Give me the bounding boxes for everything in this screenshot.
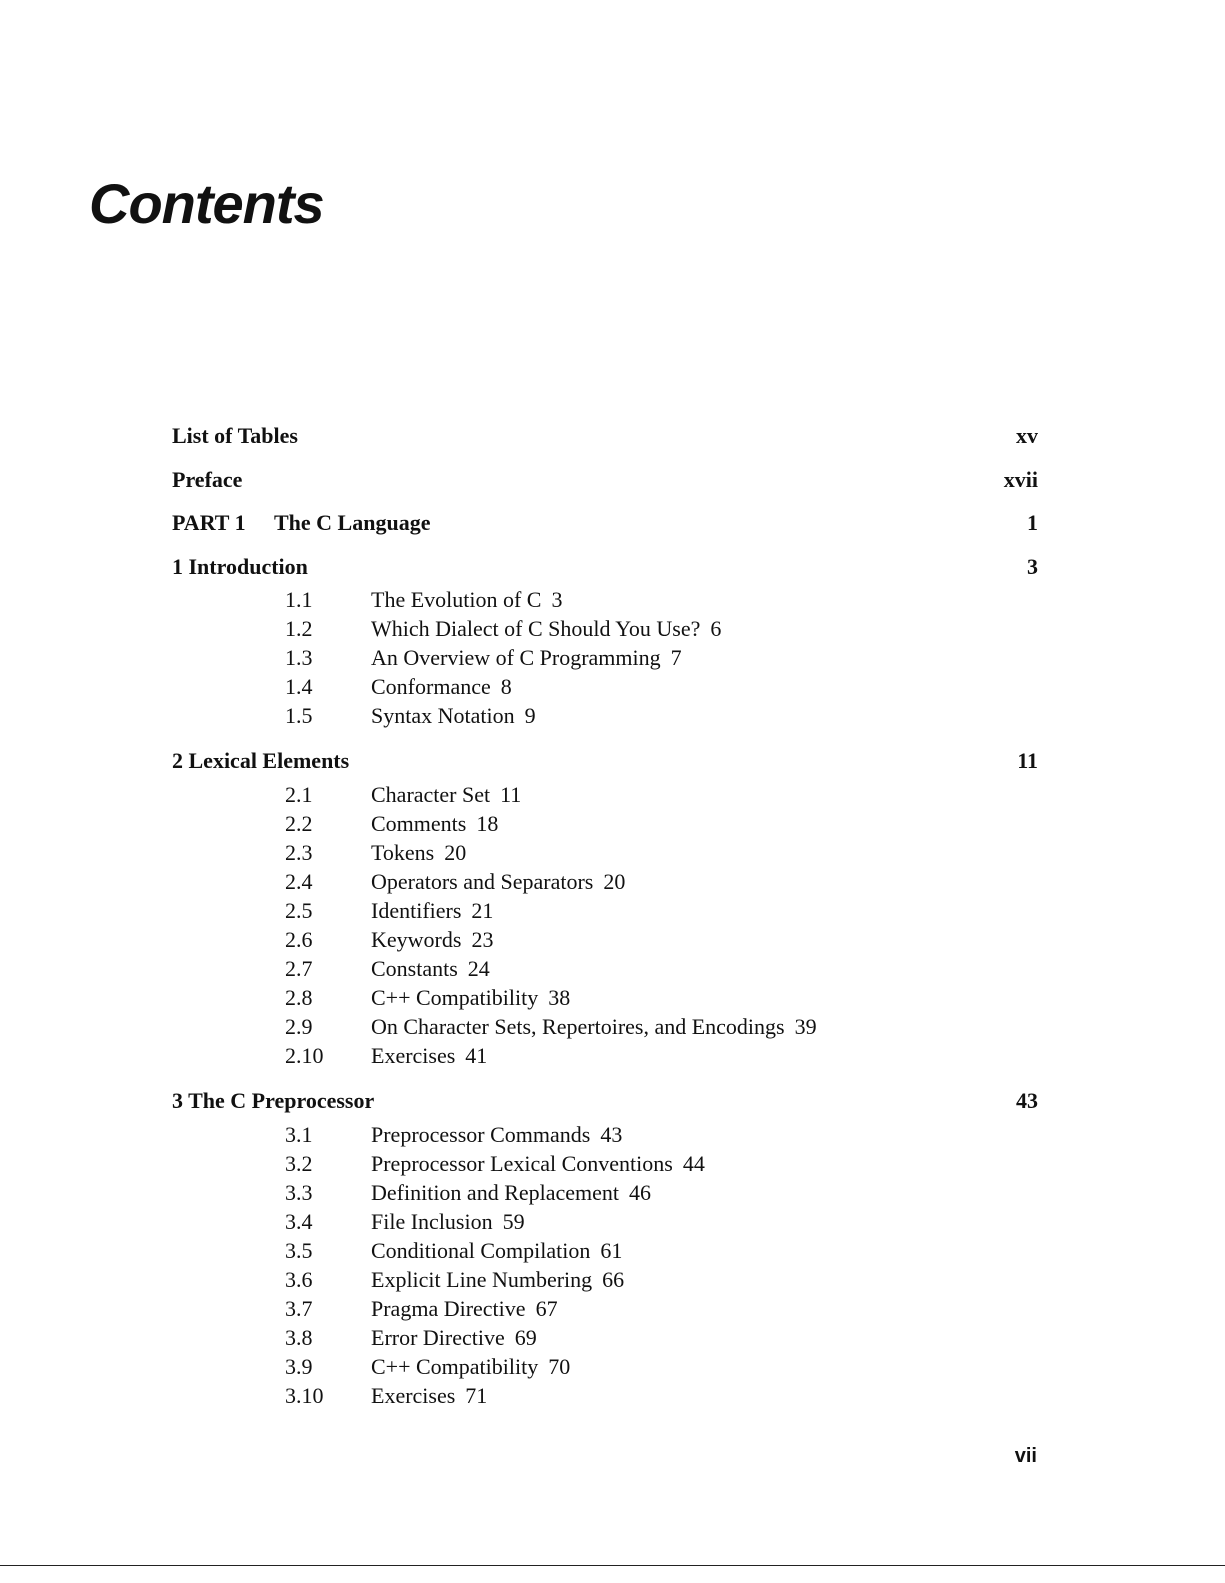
section-title: Comments: [371, 811, 467, 836]
toc-section[interactable]: [285, 702, 536, 730]
toc-chapter-1[interactable]: [172, 553, 1038, 581]
toc-section[interactable]: [285, 673, 512, 701]
section-page: 8: [500, 674, 512, 699]
section-page: 7: [670, 645, 682, 670]
section-title: File Inclusion: [371, 1209, 493, 1234]
section-page: 20: [603, 869, 626, 894]
section-number: 3.8: [285, 1325, 313, 1350]
toc-section[interactable]: [285, 1266, 624, 1294]
toc-entry-page: xv: [1016, 423, 1038, 448]
section-number: 2.8: [285, 985, 313, 1010]
toc-section[interactable]: [285, 615, 721, 643]
toc-section[interactable]: [285, 781, 521, 809]
page-title: Contents: [89, 172, 324, 235]
toc-entry-label: Preface: [172, 467, 243, 492]
toc-entry-preface[interactable]: [172, 466, 1038, 494]
toc-entry-list-of-tables[interactable]: [172, 422, 1038, 450]
toc-entry-part-1[interactable]: [172, 509, 1038, 537]
toc-section[interactable]: [285, 1121, 622, 1149]
section-page: 66: [602, 1267, 625, 1292]
section-page: 67: [535, 1296, 558, 1321]
toc-entry-label: List of Tables: [172, 423, 298, 448]
section-title: Conformance: [371, 674, 491, 699]
section-page: 44: [682, 1151, 705, 1176]
toc-section[interactable]: [285, 644, 682, 672]
section-page: 20: [444, 840, 467, 865]
section-title: Exercises: [371, 1043, 456, 1068]
section-page: 41: [465, 1043, 488, 1068]
section-page: 9: [524, 703, 536, 728]
chapter-page: 3: [1027, 554, 1038, 579]
section-title: Error Directive: [371, 1325, 505, 1350]
section-number: 1.4: [285, 674, 313, 699]
section-title: C++ Compatibility: [371, 1354, 539, 1379]
toc-entry-page: 1: [1027, 510, 1038, 535]
toc-section[interactable]: [285, 955, 490, 983]
section-title: Which Dialect of C Should You Use?: [371, 616, 701, 641]
section-page: 11: [500, 782, 522, 807]
section-number: 3.9: [285, 1354, 313, 1379]
toc-section[interactable]: [285, 810, 498, 838]
section-page: 38: [548, 985, 571, 1010]
toc-section[interactable]: [285, 1179, 651, 1207]
section-title: An Overview of C Programming: [371, 645, 661, 670]
section-number: 2.3: [285, 840, 313, 865]
toc-section[interactable]: [285, 897, 493, 925]
toc-section[interactable]: [285, 984, 570, 1012]
section-number: 2.9: [285, 1014, 313, 1039]
section-title: Pragma Directive: [371, 1296, 526, 1321]
section-title: The Evolution of C: [371, 587, 542, 612]
section-number: 1.1: [285, 587, 313, 612]
section-page: 3: [551, 587, 563, 612]
section-number: 1.5: [285, 703, 313, 728]
section-number: 2.4: [285, 869, 313, 894]
section-title: Constants: [371, 956, 458, 981]
section-title: Preprocessor Commands: [371, 1122, 591, 1147]
scan-edge-line: [0, 1565, 1225, 1566]
section-title: Preprocessor Lexical Conventions: [371, 1151, 673, 1176]
section-number: 3.3: [285, 1180, 313, 1205]
toc-section[interactable]: [285, 586, 562, 614]
section-page: 70: [548, 1354, 571, 1379]
section-page: 59: [502, 1209, 525, 1234]
section-title: C++ Compatibility: [371, 985, 539, 1010]
toc-entry-page: xvii: [1003, 467, 1038, 492]
section-number: 1.3: [285, 645, 313, 670]
section-title: Conditional Compilation: [371, 1238, 591, 1263]
toc-chapter-3[interactable]: [172, 1087, 1038, 1115]
section-page: 71: [465, 1383, 488, 1408]
section-page: 24: [467, 956, 490, 981]
chapter-page: 11: [1017, 748, 1038, 773]
toc-section[interactable]: [285, 1013, 817, 1041]
toc-section[interactable]: [285, 1150, 705, 1178]
page-number: vii: [1014, 1445, 1037, 1467]
section-page: 18: [476, 811, 499, 836]
section-page: 61: [600, 1238, 623, 1263]
section-number: 3.7: [285, 1296, 313, 1321]
toc-section[interactable]: [285, 1295, 558, 1323]
section-title: Keywords: [371, 927, 462, 952]
section-page: 46: [629, 1180, 652, 1205]
section-number: 2.1: [285, 782, 313, 807]
section-title: On Character Sets, Repertoires, and Encodings: [371, 1014, 785, 1039]
section-page: 43: [600, 1122, 623, 1147]
section-title: Tokens: [371, 840, 435, 865]
toc-section[interactable]: [285, 1353, 570, 1381]
toc-section[interactable]: [285, 1324, 537, 1352]
toc-entry-label: The C Language: [274, 510, 431, 535]
section-number: 3.1: [285, 1122, 313, 1147]
chapter-page: 43: [1016, 1088, 1038, 1113]
section-number: 3.5: [285, 1238, 313, 1263]
toc-section[interactable]: [285, 1042, 487, 1070]
section-number: 3.2: [285, 1151, 313, 1176]
section-page: 23: [471, 927, 494, 952]
toc-section[interactable]: [285, 926, 493, 954]
section-page: 21: [471, 898, 494, 923]
section-number: 2.6: [285, 927, 313, 952]
toc-section[interactable]: [285, 1237, 622, 1265]
section-number: 2.10: [285, 1043, 324, 1068]
section-number: 1.2: [285, 616, 313, 641]
chapter-heading: 2 Lexical Elements: [172, 748, 350, 773]
section-page: 6: [710, 616, 722, 641]
section-number: 3.10: [285, 1383, 324, 1408]
section-title: Character Set: [371, 782, 491, 807]
toc-chapter-2[interactable]: [172, 747, 1038, 775]
section-page: 39: [794, 1014, 817, 1039]
toc-section[interactable]: [285, 1382, 487, 1410]
section-number: 2.2: [285, 811, 313, 836]
section-title: Exercises: [371, 1383, 456, 1408]
section-title: Definition and Replacement: [371, 1180, 620, 1205]
part-number: PART 1: [172, 510, 246, 535]
toc-section[interactable]: [285, 839, 466, 867]
section-page: 69: [514, 1325, 537, 1350]
section-number: 3.4: [285, 1209, 313, 1234]
toc-section[interactable]: [285, 1208, 525, 1236]
section-number: 2.7: [285, 956, 313, 981]
section-title: Explicit Line Numbering: [371, 1267, 593, 1292]
section-title: Operators and Separators: [371, 869, 594, 894]
chapter-heading: 3 The C Preprocessor: [172, 1088, 375, 1113]
chapter-heading: 1 Introduction: [172, 554, 308, 579]
section-title: Identifiers: [371, 898, 462, 923]
section-number: 3.6: [285, 1267, 313, 1292]
section-title: Syntax Notation: [371, 703, 515, 728]
section-number: 2.5: [285, 898, 313, 923]
toc-section[interactable]: [285, 868, 625, 896]
